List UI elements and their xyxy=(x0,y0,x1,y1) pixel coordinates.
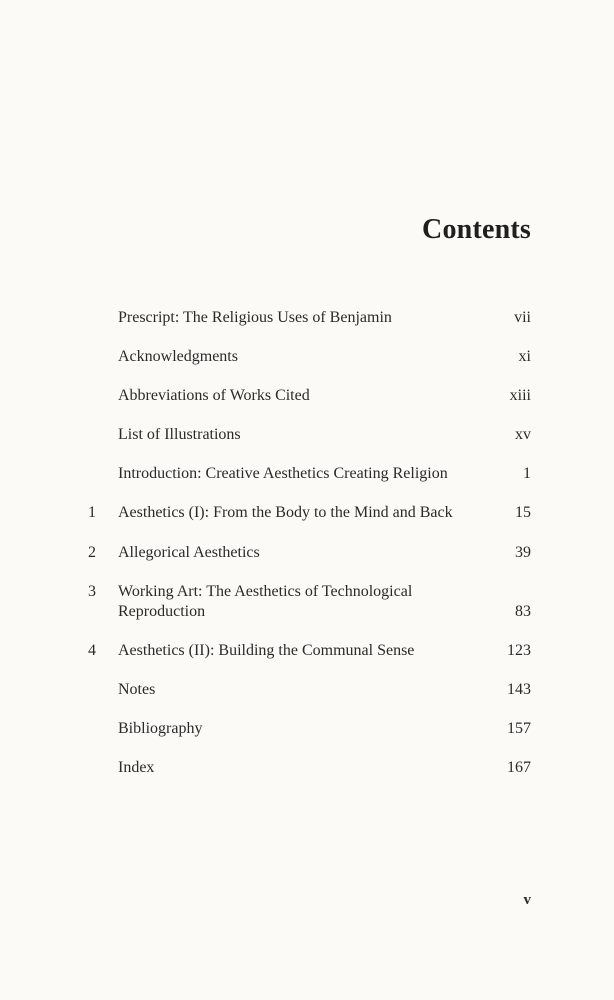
entry-title: Bibliography xyxy=(118,720,203,737)
page-title: Contents xyxy=(422,214,531,245)
entry-title: Allegorical Aesthetics xyxy=(118,544,260,561)
entry-page-number: 15 xyxy=(515,504,531,521)
entry-title: Notes xyxy=(118,681,156,698)
entry-title: Aesthetics (I): From the Body to the Mind and Back xyxy=(118,504,453,521)
entry-title: List of Illustrations xyxy=(118,426,241,443)
entry-title: Aesthetics (II): Building the Communal Sense xyxy=(118,642,415,659)
entry-title: Introduction: Creative Aesthetics Creating Religion xyxy=(118,465,448,482)
entry-page-number: vii xyxy=(514,309,531,326)
entry-title: Abbreviations of Works Cited xyxy=(118,387,310,404)
chapter-number: 2 xyxy=(88,544,96,561)
entry-title: Acknowledgments xyxy=(118,348,238,365)
entry-page-number: xv xyxy=(515,426,531,443)
entry-title: Working Art: The Aesthetics of Technological Reproduction xyxy=(118,583,413,620)
chapter-number: 3 xyxy=(88,583,96,600)
entry-title: Index xyxy=(118,759,155,776)
entry-page-number: 167 xyxy=(507,759,531,776)
entry-page-number: 157 xyxy=(507,720,531,737)
page-folio: v xyxy=(523,892,531,908)
entry-page-number: 123 xyxy=(507,642,531,659)
chapter-number: 4 xyxy=(88,642,96,659)
entry-page-number: 83 xyxy=(515,603,531,620)
entry-page-number: xi xyxy=(518,348,531,365)
entry-page-number: xiii xyxy=(509,387,531,404)
entry-page-number: 143 xyxy=(507,681,531,698)
chapter-number: 1 xyxy=(88,504,96,521)
entry-title: Prescript: The Religious Uses of Benjamin xyxy=(118,309,392,326)
entry-page-number: 39 xyxy=(515,544,531,561)
entry-page-number: 1 xyxy=(523,465,531,482)
